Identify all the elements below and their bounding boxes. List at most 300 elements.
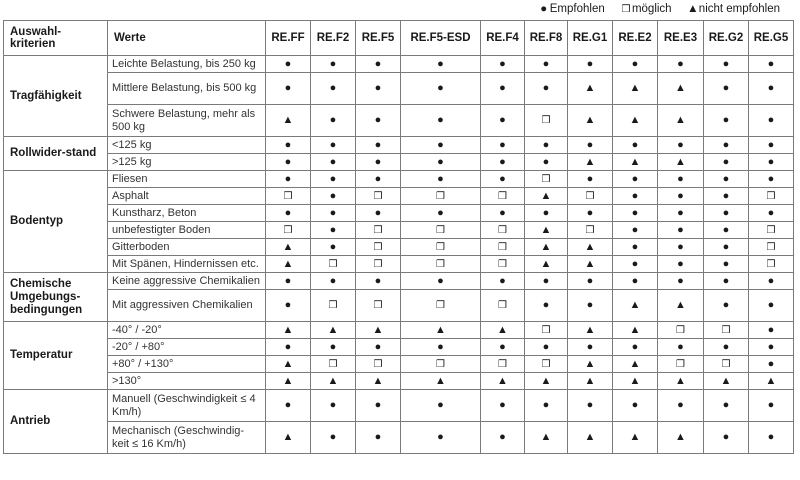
product-header: RE.FF <box>266 21 311 56</box>
recommended-dot-icon: ● <box>284 172 292 185</box>
table-row <box>4 256 794 273</box>
rating-cell <box>266 222 311 239</box>
possible-square-icon: ❒ <box>436 300 445 311</box>
not-recommended-triangle-icon: ▲ <box>629 114 641 127</box>
rating-cell <box>356 105 401 137</box>
table-row <box>4 205 794 222</box>
recommended-dot-icon: ● <box>437 57 444 70</box>
rating-cell <box>481 56 525 73</box>
possible-square-icon: ❒ <box>541 358 551 370</box>
rating-cell <box>356 239 401 256</box>
rating-cell <box>311 273 356 290</box>
rating-cell <box>749 137 794 154</box>
rating-cell <box>749 356 794 373</box>
rating-cell <box>568 188 613 205</box>
rating-cell <box>311 239 356 256</box>
rating-cell <box>525 422 568 454</box>
value-label: Mit Spänen, Hindernissen etc. <box>108 256 266 273</box>
recommended-dot-icon: ● <box>722 257 730 270</box>
table-row <box>4 273 794 290</box>
rating-cell <box>356 188 401 205</box>
rating-cell <box>568 339 613 356</box>
value-label: Mechanisch (Geschwindig-keit ≤ 16 Km/h) <box>108 422 266 454</box>
possible-square-icon: ❒ <box>721 324 731 336</box>
not-recommended-triangle-icon: ▲ <box>540 240 552 253</box>
not-recommended-triangle-icon: ▲ <box>282 240 294 253</box>
recommended-dot-icon: ● <box>767 357 775 370</box>
not-recommended-triangle-icon: ▲ <box>584 374 596 387</box>
product-header: RE.E2 <box>613 21 658 56</box>
possible-square-icon: ❒ <box>541 115 551 126</box>
rating-cell <box>704 56 749 73</box>
not-recommended-triangle-icon: ▲ <box>540 223 552 236</box>
not-recommended-triangle-icon: ▲ <box>675 82 686 95</box>
recommended-dot-icon: ● <box>722 189 730 202</box>
rating-cell <box>749 273 794 290</box>
recommended-dot-icon: ● <box>631 138 639 151</box>
recommended-dot-icon: ● <box>767 323 775 336</box>
recommended-dot-icon: ● <box>677 138 684 151</box>
value-label: -40° / -20° <box>108 322 266 339</box>
rating-cell <box>401 290 481 322</box>
rating-cell <box>356 273 401 290</box>
not-recommended-triangle-icon: ▲ <box>327 323 339 336</box>
recommended-dot-icon: ● <box>374 206 382 219</box>
rating-cell <box>613 154 658 171</box>
rating-cell <box>613 105 658 137</box>
rating-cell <box>613 137 658 154</box>
rating-cell <box>658 322 704 339</box>
rating-cell <box>401 56 481 73</box>
value-label: >130° <box>108 373 266 390</box>
not-recommended-triangle-icon: ▲ <box>540 431 552 444</box>
not-recommended-triangle-icon: ▲ <box>435 374 446 387</box>
not-recommended-triangle-icon: ▲ <box>629 82 641 95</box>
rating-cell <box>481 239 525 256</box>
not-recommended-triangle-icon: ▲ <box>435 323 446 336</box>
recommended-dot-icon: ● <box>284 340 292 353</box>
product-header: RE.G2 <box>704 21 749 56</box>
rating-cell <box>401 205 481 222</box>
recommended-dot-icon: ● <box>631 257 639 270</box>
not-recommended-triangle-icon: ▲ <box>629 431 641 444</box>
rating-cell <box>525 339 568 356</box>
rating-cell <box>311 222 356 239</box>
rating-cell <box>311 322 356 339</box>
table-row <box>4 373 794 390</box>
rating-cell <box>525 356 568 373</box>
value-label: >125 kg <box>108 154 266 171</box>
possible-square-icon: ❒ <box>498 300 507 311</box>
rating-cell <box>658 137 704 154</box>
rating-cell <box>356 290 401 322</box>
rating-cell <box>613 373 658 390</box>
rating-cell <box>568 373 613 390</box>
possible-square-icon: ❒ <box>585 190 595 202</box>
header-row <box>4 21 794 56</box>
recommended-dot-icon: ● <box>586 206 594 219</box>
rating-cell <box>749 171 794 188</box>
rating-cell <box>568 56 613 73</box>
rating-cell <box>356 356 401 373</box>
rating-cell <box>401 273 481 290</box>
recommended-dot-icon: ● <box>767 431 775 444</box>
recommended-dot-icon: ● <box>499 138 506 151</box>
product-header: RE.F5 <box>356 21 401 56</box>
rating-cell <box>704 188 749 205</box>
recommended-dot-icon: ● <box>437 138 444 151</box>
rating-cell <box>311 137 356 154</box>
recommended-dot-icon: ● <box>677 206 684 219</box>
recommended-dot-icon: ● <box>631 223 639 236</box>
rating-cell <box>481 356 525 373</box>
rating-cell <box>401 422 481 454</box>
possible-square-icon: ❒ <box>585 224 595 236</box>
rating-cell <box>481 256 525 273</box>
not-recommended-triangle-icon: ▲ <box>282 114 294 127</box>
recommended-dot-icon: ● <box>499 340 506 353</box>
possible-square-icon: ❒ <box>373 224 383 236</box>
recommended-dot-icon: ● <box>284 82 292 95</box>
product-header: RE.G5 <box>749 21 794 56</box>
not-recommended-triangle-icon: ▲ <box>584 323 596 336</box>
possible-square-icon: ❒ <box>373 300 383 311</box>
rating-cell <box>356 222 401 239</box>
rating-cell <box>401 356 481 373</box>
possible-square-icon: ❒ <box>541 324 551 336</box>
rating-cell <box>568 154 613 171</box>
not-recommended-triangle-icon: ▲ <box>282 257 294 270</box>
table-row <box>4 356 794 373</box>
rating-cell <box>401 322 481 339</box>
rating-cell <box>568 390 613 422</box>
recommended-dot-icon: ● <box>586 299 594 312</box>
recommended-dot-icon: ● <box>542 274 550 287</box>
rating-cell <box>749 290 794 322</box>
recommended-dot-icon: ● <box>631 172 639 185</box>
possible-square-icon: ❒ <box>328 358 338 370</box>
recommended-dot-icon: ● <box>722 114 730 127</box>
rating-cell <box>613 239 658 256</box>
recommended-dot-icon: ● <box>631 189 639 202</box>
value-label: -20° / +80° <box>108 339 266 356</box>
recommended-dot-icon: ● <box>722 172 730 185</box>
criteria-group-label: Rollwider-stand <box>4 137 108 171</box>
recommended-dot-icon: ● <box>722 240 730 253</box>
recommended-dot-icon: ● <box>284 274 292 287</box>
recommended-dot-icon: ● <box>329 431 337 444</box>
rating-cell <box>613 339 658 356</box>
recommended-dot-icon: ● <box>722 223 730 236</box>
value-label: Mittlere Belastung, bis 500 kg <box>108 73 266 105</box>
rating-cell <box>749 422 794 454</box>
not-recommended-triangle-icon: ▲ <box>720 374 732 387</box>
recommended-dot-icon: ● <box>542 82 550 95</box>
rating-cell <box>568 205 613 222</box>
selection-criteria-table <box>3 20 794 454</box>
product-header: RE.E3 <box>658 21 704 56</box>
rating-cell <box>311 373 356 390</box>
recommended-dot-icon: ● <box>631 399 639 412</box>
rating-cell <box>401 239 481 256</box>
table-row <box>4 390 794 422</box>
recommended-dot-icon: ● <box>437 340 444 353</box>
recommended-dot-icon: ● <box>631 340 639 353</box>
possible-square-icon: ❒ <box>436 224 445 236</box>
rating-cell <box>311 422 356 454</box>
possible-square-icon: ❒ <box>766 258 776 270</box>
rating-cell <box>568 137 613 154</box>
rating-cell <box>401 73 481 105</box>
rating-cell <box>266 56 311 73</box>
recommended-dot-icon: ● <box>677 223 684 236</box>
recommended-dot-icon: ● <box>767 299 775 312</box>
rating-cell <box>356 56 401 73</box>
criteria-group-label: Antrieb <box>4 390 108 454</box>
recommended-dot-icon: ● <box>722 155 730 168</box>
rating-cell <box>311 205 356 222</box>
possible-square-icon: ❒ <box>283 224 293 236</box>
recommended-dot-icon: ● <box>284 155 292 168</box>
rating-cell <box>568 273 613 290</box>
rating-cell <box>525 188 568 205</box>
rating-cell <box>613 171 658 188</box>
recommended-dot-icon: ● <box>677 57 684 70</box>
rating-cell <box>658 205 704 222</box>
recommended-dot-icon: ● <box>437 172 444 185</box>
not-recommended-triangle-icon: ▲ <box>584 357 596 370</box>
table-row <box>4 154 794 171</box>
value-label: Manuell (Geschwindigkeit ≤ 4 Km/h) <box>108 390 266 422</box>
recommended-dot-icon: ● <box>767 138 775 151</box>
possible-square-icon: ❒ <box>721 358 731 370</box>
not-recommended-triangle-icon: ▲ <box>584 431 596 444</box>
rating-cell <box>401 105 481 137</box>
recommended-dot-icon: ● <box>542 138 550 151</box>
rating-cell <box>658 188 704 205</box>
rating-cell <box>658 339 704 356</box>
recommended-dot-icon: ● <box>437 431 444 444</box>
legend <box>526 3 780 15</box>
rating-cell <box>401 222 481 239</box>
rating-cell <box>525 205 568 222</box>
rating-cell <box>356 205 401 222</box>
rating-cell <box>658 222 704 239</box>
rating-cell <box>481 73 525 105</box>
rating-cell <box>749 256 794 273</box>
rating-cell <box>613 322 658 339</box>
recommended-dot-icon: ● <box>722 206 730 219</box>
recommended-dot-icon: ● <box>499 114 506 127</box>
recommended-dot-icon: ● <box>767 340 775 353</box>
rating-cell <box>481 105 525 137</box>
table-body <box>4 56 794 454</box>
recommended-dot-icon: ● <box>586 172 594 185</box>
rating-cell <box>481 137 525 154</box>
possible-square-icon: ❒ <box>498 224 507 236</box>
recommended-dot-icon: ● <box>631 240 639 253</box>
rating-cell <box>704 273 749 290</box>
rating-cell <box>749 373 794 390</box>
recommended-dot-icon: ● <box>542 299 550 312</box>
value-label: Schwere Belastung, mehr als 500 kg <box>108 105 266 137</box>
rating-cell <box>704 356 749 373</box>
rating-cell <box>401 137 481 154</box>
recommended-dot-icon: ● <box>329 155 337 168</box>
rating-cell <box>356 137 401 154</box>
recommended-dot-icon: ● <box>374 82 382 95</box>
rating-cell <box>481 339 525 356</box>
possible-square-icon: ❒ <box>283 190 293 202</box>
rating-cell <box>525 390 568 422</box>
rating-cell <box>704 73 749 105</box>
table-row <box>4 239 794 256</box>
recommended-dot-icon: ● <box>542 57 550 70</box>
recommended-dot-icon: ● <box>677 172 684 185</box>
table-row <box>4 73 794 105</box>
recommended-dot-icon: ● <box>329 399 337 412</box>
rating-cell <box>266 322 311 339</box>
recommended-dot-icon: ● <box>374 57 382 70</box>
rating-cell <box>311 339 356 356</box>
rating-cell <box>568 222 613 239</box>
rating-cell <box>356 390 401 422</box>
rating-cell <box>356 154 401 171</box>
value-label: Mit aggressiven Chemikalien <box>108 290 266 322</box>
rating-cell <box>613 390 658 422</box>
recommended-dot-icon: ● <box>722 299 730 312</box>
rating-cell <box>704 137 749 154</box>
rating-cell <box>356 422 401 454</box>
rating-cell <box>401 171 481 188</box>
not-recommended-triangle-icon: ▲ <box>675 299 686 312</box>
rating-cell <box>658 239 704 256</box>
possible-square-icon: ❒ <box>373 241 383 253</box>
recommended-dot-icon: ● <box>329 223 337 236</box>
rating-cell <box>568 171 613 188</box>
not-recommended-triangle-icon: ▲ <box>584 257 596 270</box>
recommended-dot-icon: ● <box>374 172 382 185</box>
rating-cell <box>704 205 749 222</box>
legend-recommended: ● Empfohlen <box>540 3 605 15</box>
recommended-dot-icon: ● <box>767 155 775 168</box>
rating-cell <box>311 56 356 73</box>
rating-cell <box>568 105 613 137</box>
rating-cell <box>613 188 658 205</box>
rating-cell <box>568 322 613 339</box>
rating-cell <box>311 105 356 137</box>
rating-cell <box>266 373 311 390</box>
recommended-dot-icon: ● <box>767 57 775 70</box>
rating-cell <box>613 356 658 373</box>
rating-cell <box>311 290 356 322</box>
rating-cell <box>749 222 794 239</box>
criteria-group-label: Tragfähigkeit <box>4 56 108 137</box>
not-recommended-triangle-icon: ▲ <box>584 155 596 168</box>
value-label: Fliesen <box>108 171 266 188</box>
table-row <box>4 322 794 339</box>
recommended-dot-icon: ● <box>499 274 506 287</box>
rating-cell <box>658 154 704 171</box>
possible-square-icon: ❒ <box>766 241 776 253</box>
recommended-dot-icon: ● <box>767 206 775 219</box>
recommended-dot-icon: ● <box>767 114 775 127</box>
rating-cell <box>356 171 401 188</box>
not-recommended-triangle-icon: ▲ <box>282 323 294 336</box>
recommended-dot-icon: ● <box>499 431 506 444</box>
value-label: Kunstharz, Beton <box>108 205 266 222</box>
rating-cell <box>749 339 794 356</box>
recommended-dot-icon: ● <box>542 399 550 412</box>
product-header: RE.G1 <box>568 21 613 56</box>
table-row <box>4 105 794 137</box>
product-header: RE.F8 <box>525 21 568 56</box>
recommended-dot-icon: ● <box>329 82 337 95</box>
recommended-dot-icon: ● <box>284 57 292 70</box>
rating-cell <box>613 256 658 273</box>
recommended-dot-icon: ● <box>767 172 775 185</box>
recommended-dot-icon: ● <box>677 274 684 287</box>
possible-square-icon: ❒ <box>498 358 507 370</box>
table-row <box>4 222 794 239</box>
rating-cell <box>658 171 704 188</box>
not-recommended-triangle-icon: ▲ <box>497 374 508 387</box>
recommended-dot-icon: ● <box>722 340 730 353</box>
rating-cell <box>401 256 481 273</box>
possible-square-icon: ❒ <box>498 190 507 202</box>
rating-cell <box>568 239 613 256</box>
rating-cell <box>525 105 568 137</box>
table-row <box>4 290 794 322</box>
value-label: Keine aggressive Chemikalien <box>108 273 266 290</box>
recommended-dot-icon: ● <box>586 274 594 287</box>
not-recommended-triangle-icon: ▲ <box>675 114 686 127</box>
rating-cell <box>311 256 356 273</box>
rating-cell <box>481 222 525 239</box>
recommended-dot-icon: ● <box>374 138 382 151</box>
possible-square-icon: ❒ <box>766 190 776 202</box>
rating-cell <box>266 105 311 137</box>
rating-cell <box>525 273 568 290</box>
rating-cell <box>658 390 704 422</box>
rating-cell <box>311 73 356 105</box>
not-recommended-triangle-icon: ▲ <box>540 374 552 387</box>
recommended-dot-icon: ● <box>631 274 639 287</box>
rating-cell <box>613 290 658 322</box>
legend-possible: ❒ möglich <box>621 3 672 15</box>
rating-cell <box>704 154 749 171</box>
recommended-dot-icon: ● <box>374 340 382 353</box>
rating-cell <box>311 188 356 205</box>
rating-cell <box>749 239 794 256</box>
possible-square-icon: ❒ <box>676 324 685 336</box>
rating-cell <box>266 422 311 454</box>
recommended-dot-icon: ● <box>677 189 684 202</box>
rating-cell <box>401 390 481 422</box>
rating-cell <box>481 188 525 205</box>
possible-square-icon: ❒ <box>373 258 383 270</box>
not-recommended-triangle-icon: ▲ <box>497 323 508 336</box>
recommended-dot-icon: ● <box>722 274 730 287</box>
rating-cell <box>704 105 749 137</box>
recommended-dot-icon: ● <box>284 299 292 312</box>
recommended-dot-icon: ● <box>586 340 594 353</box>
rating-cell <box>704 256 749 273</box>
not-recommended-triangle-icon: ▲ <box>584 82 596 95</box>
rating-cell <box>481 154 525 171</box>
table-row <box>4 56 794 73</box>
recommended-dot-icon: ● <box>329 340 337 353</box>
